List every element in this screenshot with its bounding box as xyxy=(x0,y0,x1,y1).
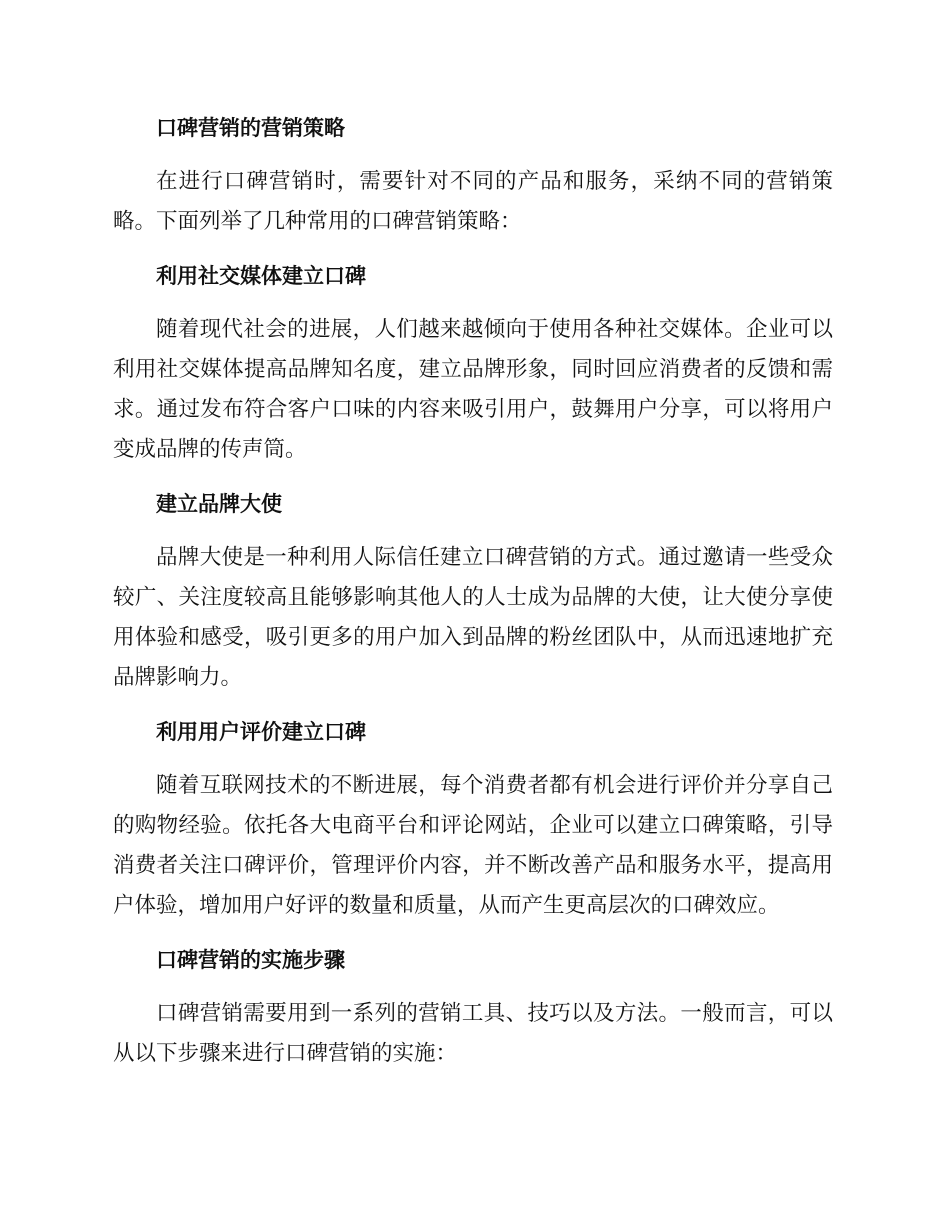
section-paragraph-strategies: 在进行口碑营销时，需要针对不同的产品和服务，采纳不同的营销策略。下面列举了几种常用的口碑营销策略： xyxy=(113,169,833,234)
section-heading-user-reviews: 利用用户评价建立口碑 xyxy=(156,720,366,744)
section-paragraph-user-reviews: 随着互联网技术的不断进展，每个消费者都有机会进行评价并分享自己的购物经验。依托各大电商平台和评论网站，企业可以建立口碑策略，引导消费者关注口碑评价，管理评价内容，并不断改善产品和服务水平，提高用户体验，增加用户好评的数量和质量，从而产生更高层次的口碑效应。 xyxy=(113,773,833,918)
section-paragraph-social-media: 随着现代社会的进展，人们越来越倾向于使用各种社交媒体。企业可以利用社交媒体提高品牌知名度，建立品牌形象，同时回应消费者的反馈和需求。通过发布符合客户口味的内容来吸引用户，鼓舞用户分享，可以将用户变成品牌的传声筒。 xyxy=(113,317,833,462)
section-heading-implementation-steps: 口碑营销的实施步骤 xyxy=(156,948,345,972)
section-paragraph-brand-ambassador: 品牌大使是一种利用人际信任建立口碑营销的方式。通过邀请一些受众较广、关注度较高且能够影响其他人的人士成为品牌的大使，让大使分享使用体验和感受，吸引更多的用户加入到品牌的粉丝团队中，从而迅速地扩充品牌影响力。 xyxy=(113,545,833,690)
section-paragraph-implementation-steps: 口碑营销需要用到一系列的营销工具、技巧以及方法。一般而言，可以从以下步骤来进行口碑营销的实施： xyxy=(113,1001,833,1066)
document-page xyxy=(113,108,833,1074)
section-heading-social-media: 利用社交媒体建立口碑 xyxy=(156,264,366,288)
section-heading-strategies: 口碑营销的营销策略 xyxy=(156,116,345,140)
section-heading-brand-ambassador: 建立品牌大使 xyxy=(156,492,282,516)
